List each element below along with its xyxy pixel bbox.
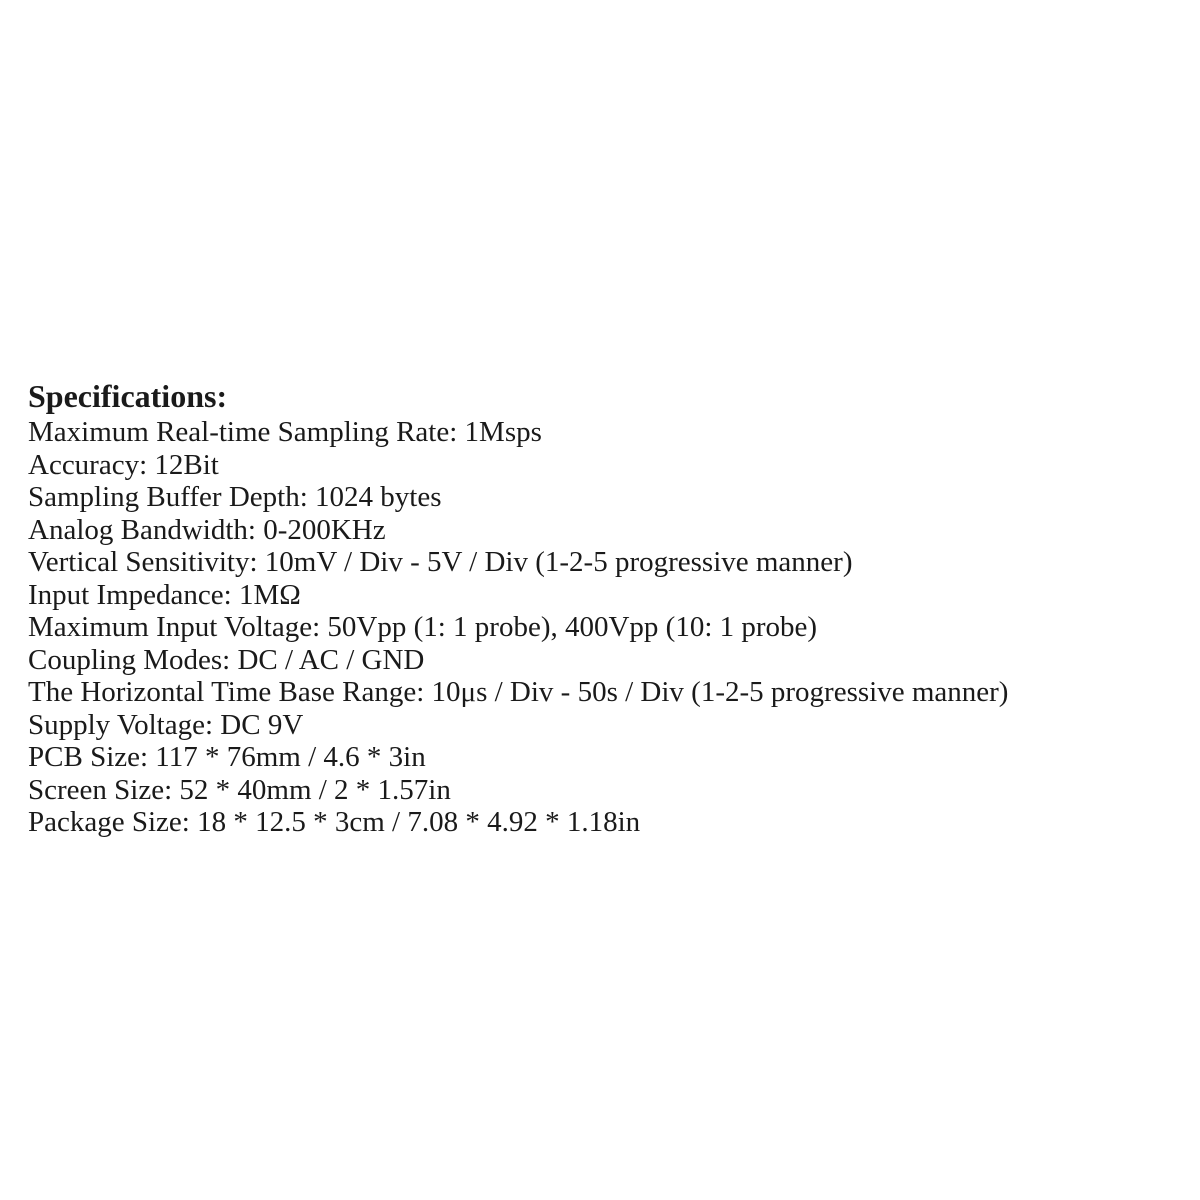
- spec-analog-bandwidth: Analog Bandwidth: 0-200KHz: [28, 513, 386, 546]
- spec-buffer-depth: Sampling Buffer Depth: 1024 bytes: [28, 481, 442, 513]
- spec-input-impedance: Input Impedance: 1MΩ: [28, 578, 301, 611]
- specifications-section: [28, 376, 1193, 839]
- spec-max-input-voltage: Maximum Input Voltage: 50Vpp (1: 1 probe), 400Vpp (10: 1 probe): [28, 611, 818, 643]
- spec-package-size: Package Size: 18 * 12.5 * 3cm / 7.08 * 4.92 * 1.18in: [28, 806, 641, 838]
- spec-coupling-modes: Coupling Modes: DC / AC / GND: [28, 643, 425, 676]
- spec-time-base-range: The Horizontal Time Base Range: 10μs / Div - 50s / Div (1-2-5 progressive manner): [28, 676, 1009, 708]
- specifications-heading: Specifications:: [28, 378, 228, 414]
- specifications-list: [28, 416, 1193, 839]
- spec-supply-voltage: Supply Voltage: DC 9V: [28, 708, 304, 741]
- spec-accuracy: Accuracy: 12Bit: [28, 448, 219, 481]
- spec-vertical-sensitivity: Vertical Sensitivity: 10mV / Div - 5V / Div (1-2-5 progressive manner): [28, 546, 853, 578]
- spec-sampling-rate: Maximum Real-time Sampling Rate: 1Msps: [28, 416, 542, 448]
- spec-pcb-size: PCB Size: 117 * 76mm / 4.6 * 3in: [28, 741, 426, 773]
- spec-screen-size: Screen Size: 52 * 40mm / 2 * 1.57in: [28, 773, 451, 806]
